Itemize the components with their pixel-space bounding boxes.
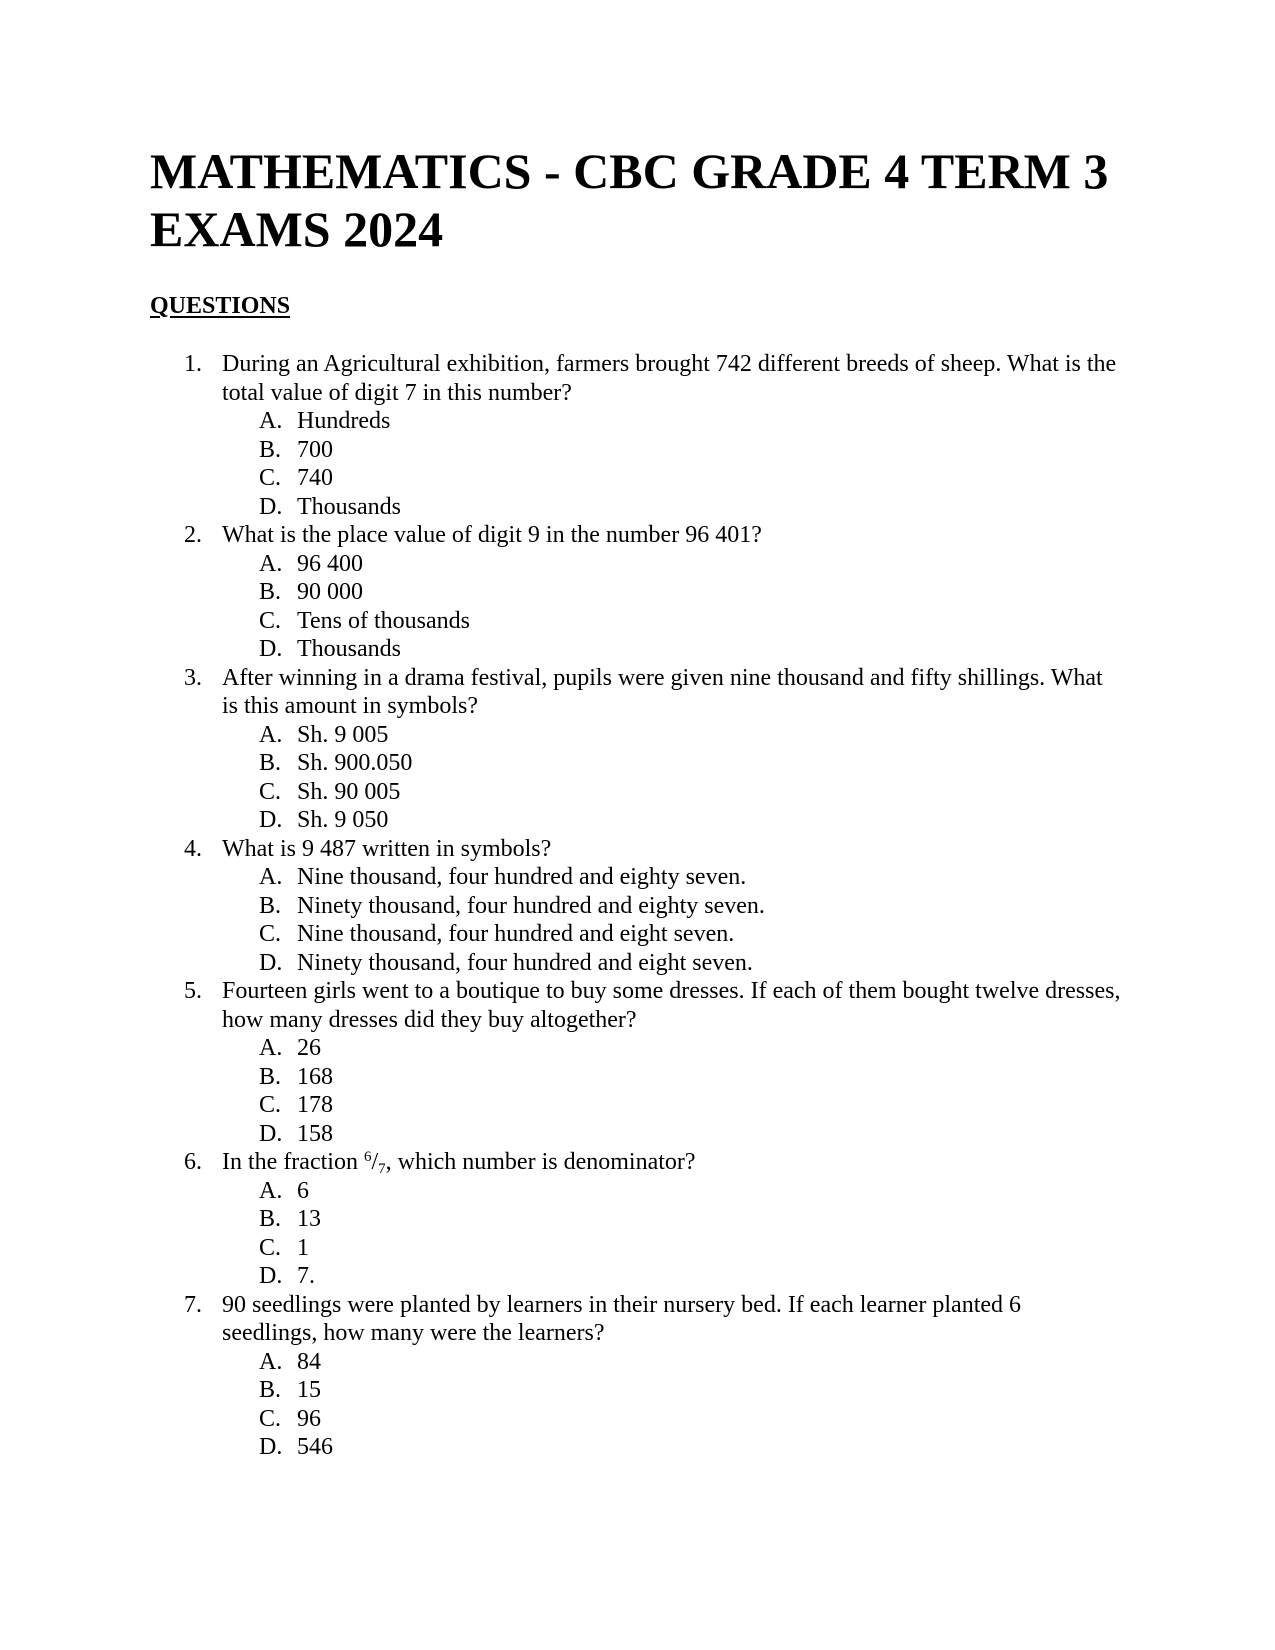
option-list xyxy=(222,1177,1122,1291)
question-list xyxy=(0,350,1275,1462)
option-letter: C. xyxy=(259,1234,282,1261)
fraction-slash: / xyxy=(371,1149,379,1175)
option-letter: A. xyxy=(259,1177,283,1204)
question-6 xyxy=(0,1148,1122,1291)
option-text: 7. xyxy=(297,1263,315,1289)
option-text: Hundreds xyxy=(297,408,391,434)
question-number: 6. xyxy=(184,1149,202,1175)
option-b xyxy=(222,578,1122,607)
option-text: 15 xyxy=(297,1377,321,1403)
option-list xyxy=(222,721,1122,835)
option-letter: D. xyxy=(259,1434,283,1460)
question-text xyxy=(222,1148,1122,1177)
option-a xyxy=(222,550,1122,579)
option-text: Ninety thousand, four hundred and eight seven. xyxy=(297,949,753,976)
fraction-numerator: 6 xyxy=(363,1149,372,1165)
option-text: 84 xyxy=(297,1348,321,1375)
option-a xyxy=(222,721,1122,750)
option-b xyxy=(222,1063,1122,1092)
option-letter: A. xyxy=(259,864,283,890)
option-d xyxy=(222,1433,1122,1462)
option-letter: C. xyxy=(259,1405,282,1432)
option-letter: B. xyxy=(259,579,282,605)
option-letter: B. xyxy=(259,892,282,919)
option-letter: C. xyxy=(259,778,282,805)
question-number: 2. xyxy=(184,522,202,548)
option-text: Sh. 90 005 xyxy=(297,778,401,805)
option-text: 13 xyxy=(297,1206,321,1232)
option-list xyxy=(222,1348,1122,1462)
option-text: 6 xyxy=(297,1177,309,1204)
option-list xyxy=(222,407,1122,521)
option-c xyxy=(222,920,1122,949)
option-letter: C. xyxy=(259,465,282,491)
question-text: What is the place value of digit 9 in the number 96 401? xyxy=(222,522,762,548)
option-letter: B. xyxy=(259,1063,282,1090)
fraction-denominator: 7 xyxy=(378,1161,386,1177)
option-letter: A. xyxy=(259,1035,283,1061)
option-letter: D. xyxy=(259,1263,283,1289)
option-text: 178 xyxy=(297,1092,333,1118)
question-number: 7. xyxy=(184,1291,202,1318)
option-letter: D. xyxy=(259,636,283,662)
option-c xyxy=(222,1405,1122,1434)
option-text: 90 000 xyxy=(297,579,363,605)
option-b xyxy=(222,892,1122,921)
option-letter: B. xyxy=(259,1377,282,1403)
option-letter: C. xyxy=(259,1092,282,1118)
option-d xyxy=(222,493,1122,522)
option-text: Sh. 900.050 xyxy=(297,750,413,776)
question-7 xyxy=(0,1291,1122,1462)
option-text: Sh. 9 005 xyxy=(297,721,389,748)
question-number: 1. xyxy=(184,351,202,377)
option-letter: A. xyxy=(259,550,283,577)
option-d xyxy=(222,806,1122,835)
option-text: Nine thousand, four hundred and eighty seven. xyxy=(297,864,747,890)
question-5 xyxy=(0,977,1122,1148)
option-text: 96 400 xyxy=(297,550,363,577)
option-text: Ninety thousand, four hundred and eighty seven. xyxy=(297,892,765,919)
option-c xyxy=(222,778,1122,807)
option-list xyxy=(222,550,1122,664)
option-a xyxy=(222,863,1122,892)
option-text: Thousands xyxy=(297,493,401,520)
option-c xyxy=(222,607,1122,636)
option-text: 26 xyxy=(297,1035,321,1061)
option-b xyxy=(222,1376,1122,1405)
option-c xyxy=(222,1234,1122,1263)
option-text: 158 xyxy=(297,1120,333,1147)
question-4 xyxy=(0,835,1122,978)
option-letter: D. xyxy=(259,493,283,520)
option-text: Sh. 9 050 xyxy=(297,807,389,833)
option-letter: D. xyxy=(259,949,283,976)
question-text: During an Agricultural exhibition, farmers brought 742 different breeds of sheep. What is the total value of digit 7 in this number? xyxy=(222,351,1117,406)
option-b xyxy=(222,436,1122,465)
option-b xyxy=(222,749,1122,778)
option-letter: B. xyxy=(259,436,282,463)
option-letter: A. xyxy=(259,721,283,748)
question-number: 4. xyxy=(184,835,202,862)
option-text: Nine thousand, four hundred and eight seven. xyxy=(297,921,735,947)
question-number: 5. xyxy=(184,978,202,1004)
option-c xyxy=(222,464,1122,493)
option-a xyxy=(222,1034,1122,1063)
option-c xyxy=(222,1091,1122,1120)
question-text-after: , which number is denominator? xyxy=(385,1149,696,1175)
question-text: What is 9 487 written in symbols? xyxy=(222,835,552,862)
option-d xyxy=(222,949,1122,978)
question-text: Fourteen girls went to a boutique to buy some dresses. If each of them bought twelve dresses, how many dresses did they buy altogether? xyxy=(222,978,1121,1033)
option-a xyxy=(222,1177,1122,1206)
option-letter: C. xyxy=(259,607,282,634)
option-d xyxy=(222,1262,1122,1291)
option-text: 96 xyxy=(297,1405,321,1432)
option-text: 546 xyxy=(297,1434,333,1460)
option-list xyxy=(222,1034,1122,1148)
option-text: 740 xyxy=(297,465,333,491)
option-letter: C. xyxy=(259,921,282,947)
option-text: 700 xyxy=(297,436,333,463)
question-1 xyxy=(0,350,1122,521)
option-b xyxy=(222,1205,1122,1234)
option-text: 168 xyxy=(297,1063,333,1090)
option-d xyxy=(222,1120,1122,1149)
question-text: After winning in a drama festival, pupils were given nine thousand and fifty shillings. What is this amount in symbols? xyxy=(222,664,1103,719)
option-text: Thousands xyxy=(297,636,401,662)
option-text: 1 xyxy=(297,1234,309,1261)
question-3 xyxy=(0,664,1122,835)
option-letter: D. xyxy=(259,807,283,833)
option-list xyxy=(222,863,1122,977)
option-text: Tens of thousands xyxy=(297,607,470,634)
option-letter: D. xyxy=(259,1120,283,1147)
option-letter: A. xyxy=(259,408,283,434)
question-text: 90 seedlings were planted by learners in their nursery bed. If each learner planted 6 seedlings, how many were the learners? xyxy=(222,1291,1022,1346)
option-a xyxy=(222,407,1122,436)
question-number: 3. xyxy=(184,664,202,691)
option-a xyxy=(222,1348,1122,1377)
question-2 xyxy=(0,521,1122,664)
option-d xyxy=(222,635,1122,664)
question-text-before: In the fraction xyxy=(222,1149,364,1175)
option-letter: A. xyxy=(259,1348,283,1375)
option-letter: B. xyxy=(259,1206,282,1232)
option-letter: B. xyxy=(259,750,282,776)
document-title: MATHEMATICS - CBC GRADE 4 TERM 3 EXAMS 2024 xyxy=(150,143,1109,257)
section-heading-questions: QUESTIONS xyxy=(150,293,291,319)
